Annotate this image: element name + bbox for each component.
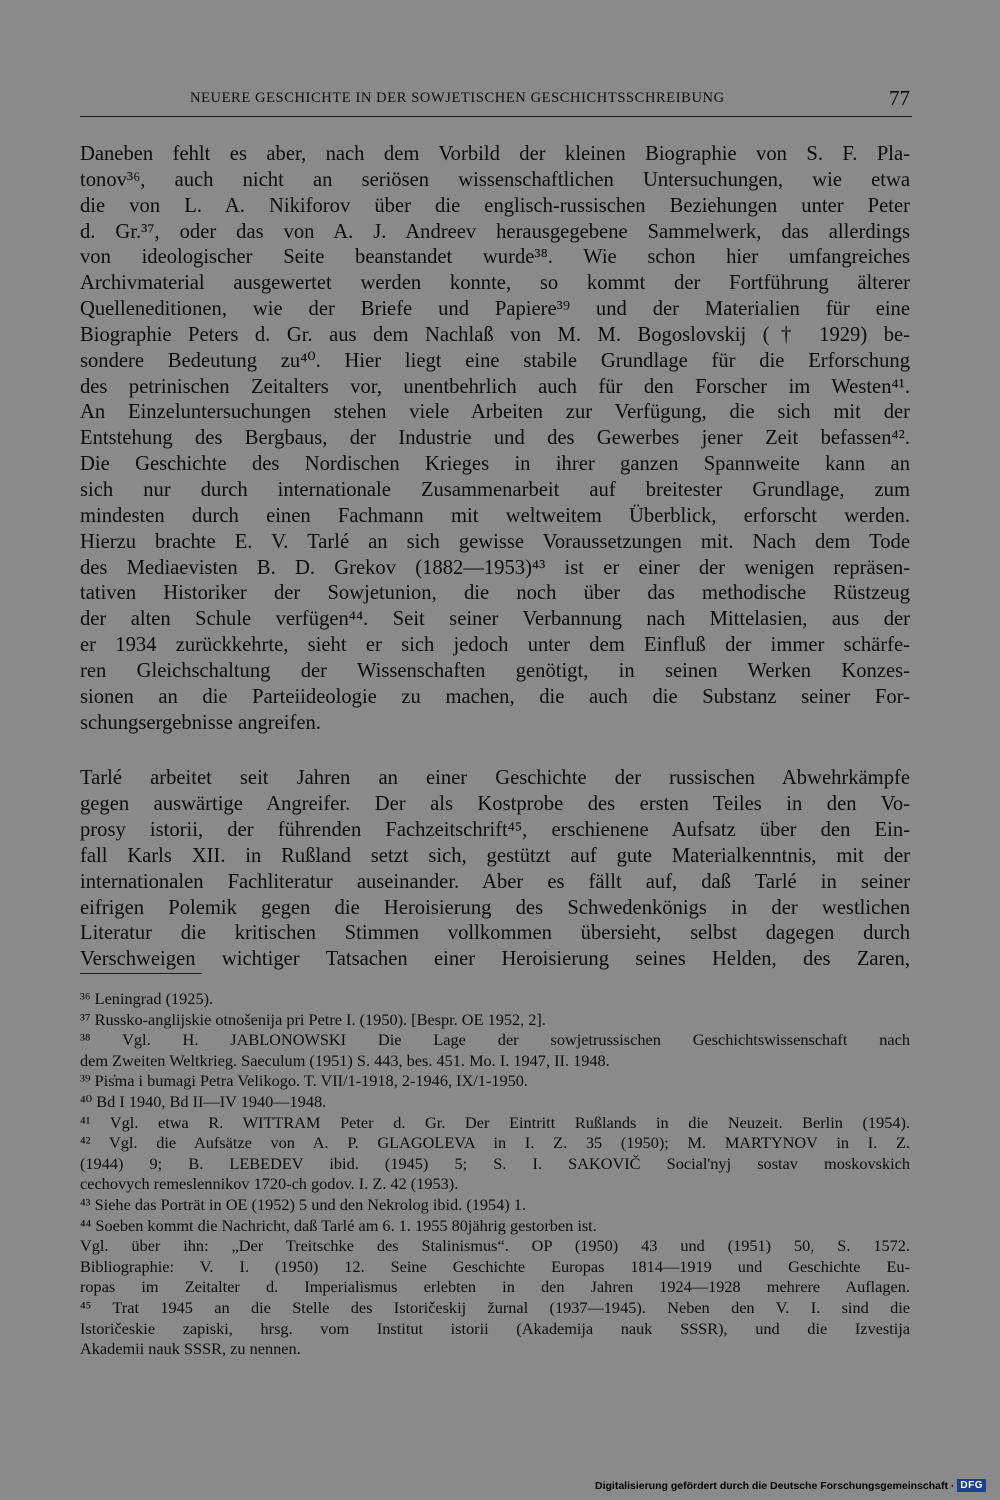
footnote-line: ³⁷ Russko-anglijskie otnošenija pri Petre I. (1950). [Bespr. OE 1952, 2]. [80,1009,546,1029]
text-line: sich nur durch internationale Zusammenarbeit auf breitester Grundlage, zum [80,478,910,501]
footnote-line: ⁴⁰ Bd I 1940, Bd II—IV 1940—1948. [80,1091,327,1111]
text-line: sionen an die Parteiideologie zu machen, die auch die Substanz seiner For- [80,685,910,708]
text-line: sondere Bedeutung zu⁴⁰. Hier liegt eine stabile Grundlage für die Erforschung [80,349,910,372]
footnote-line: ⁴⁴ Soeben kommt die Nachricht, daß Tarlé am 6. 1. 1955 80jährig gestorben ist. [80,1215,597,1235]
text-line: internationalen Fachliteratur auseinander. Aber es fällt auf, daß Tarlé in seiner [80,870,910,893]
footnote-line: Akademii nauk SSSR, zu nennen. [80,1339,301,1359]
text-line: der alten Schule verfügen⁴⁴. Seit seiner Verbannung nach Mittelasien, aus der [80,608,910,631]
dfg-logo: DFG [957,1479,986,1492]
text-line: er 1934 zurückkehrte, sieht er sich jedoch unter dem Einfluß der immer schärfe- [80,634,910,657]
footnote-line: ⁴² Vgl. die Aufsätze von A. P. GLAGOLEVA in I. Z. 35 (1950); M. MARTYNOV in I. Z. [80,1133,910,1153]
footnote-line: ³⁶ Leningrad (1925). [80,989,214,1008]
text-line: des Mediaevisten B. D. Grekov (1882—1953)⁴³ ist er einer der wenigen repräsen- [80,556,910,579]
text-line: ren Gleichschaltung der Wissenschaften genötigt, in seinen Werken Konzes- [80,659,910,682]
digitization-notice [595,1479,986,1492]
footnote-separator [80,973,202,974]
notice-text: Digitalisierung gefördert durch die Deutsche Forschungsgemeinschaft · [595,1479,955,1492]
paragraph [80,766,910,973]
text-line: eifrigen Polemik gegen die Heroisierung des Schwedenkönigs in der westlichen [80,896,910,919]
footnote-line: Istoričeskie zapiski, hrsg. vom Institut istorii (Akademija nauk SSSR), und die Izvestija [80,1318,910,1338]
running-title: NEUERE GESCHICHTE IN DER SOWJETISCHEN GESCHICHTSSCHREIBUNG [190,90,725,106]
running-header [80,86,912,117]
footnotes [80,989,910,1360]
text-line: mindesten durch einen Fachmann mit weltweitem Überblick, erforscht werden. [80,504,910,527]
text-line: Verschweigen wichtiger Tatsachen einer Heroisierung seines Helden, des Zaren, [80,948,910,971]
footnote-line: ³⁹ Pis̓ma i bumagi Petra Velikogo. T. VII/1-1918, 2-1946, IX/1-1950. [80,1071,529,1091]
footnote-line: ⁴³ Siehe das Porträt in OE (1952) 5 und den Nekrolog ibid. (1954) 1. [80,1194,527,1214]
text-line: des petrinischen Zeitalters vor, unentbehrlich auch für den Forscher im Westen⁴¹. [80,375,910,398]
page-number: 77 [889,86,910,110]
text-line: Entstehung des Bergbaus, der Industrie und des Gewerbes jener Zeit befassen⁴². [80,427,910,450]
text-line: Biographie Peters d. Gr. aus dem Nachlaß von M. M. Bogoslovskij († 1929) be- [80,323,910,346]
footnote-line: (1944) 9; B. LEBEDEV ibid. (1945) 5; S. I. SAKOVIČ Social'nyj sostav moskovskich [80,1153,910,1173]
footnote-line: ⁴⁵ Trat 1945 an die Stelle des Istoričeskij žurnal (1937—1945). Neben den V. I. sind die [80,1297,910,1317]
text-line: Die Geschichte des Nordischen Krieges in ihrer ganzen Spannweite kann an [80,453,910,476]
text-line: tonov³⁶, auch nicht an seriösen wissenschaftlichen Untersuchungen, wie etwa [80,168,910,191]
text-line: schungsergebnisse angreifen. [80,711,321,734]
text-line: Archivmaterial ausgewertet werden konnte, so kommt der Fortführung älterer [80,272,910,295]
footnote-line: ⁴¹ Vgl. etwa R. WITTRAM Peter d. Gr. Der Eintritt Rußlands in die Neuzeit. Berlin (1954). [80,1112,910,1132]
paragraph [80,142,910,736]
text-line: Hierzu brachte E. V. Tarlé an sich gewisse Voraussetzungen mit. Nach dem Tode [80,530,910,553]
footnote-line: cechovych remeslennikov 1720-ch godov. I. Z. 42 (1953). [80,1174,459,1194]
footnote-line: ropas im Zeitalter d. Imperialismus erlebten in den Jahren 1924—1928 mehrere Auflagen. [80,1277,910,1297]
text-line: gegen auswärtige Angreifer. Der als Kostprobe des ersten Teiles in den Vo- [80,793,910,816]
footnote-line: Bibliographie: V. I. (1950) 12. Seine Geschichte Europas 1814—1919 und Geschichte Eu- [80,1256,910,1276]
text-line: Quelleneditionen, wie der Briefe und Papiere³⁹ und der Materialien für eine [80,298,910,321]
text-line: Daneben fehlt es aber, nach dem Vorbild der kleinen Biographie von S. F. Pla- [80,143,910,165]
text-line: Tarlé arbeitet seit Jahren an einer Geschichte der russischen Abwehrkämpfe [80,767,910,790]
text-line: tativen Historiker der Sowjetunion, die noch über das methodische Rüstzeug [80,582,910,605]
text-line: An Einzeluntersuchungen stehen viele Arbeiten zur Verfügung, die sich mit der [80,401,910,424]
paragraph-gap [80,736,910,766]
text-line: d. Gr.³⁷, oder das von A. J. Andreev herausgegebene Sammelwerk, das allerdings [80,220,910,243]
body-text [80,142,910,973]
footnote-line: Vgl. über ihn: „Der Treitschke des Stalinismus“. OP (1950) 43 und (1951) 50, S. 1572. [80,1236,910,1256]
text-line: fall Karls XII. in Rußland setzt sich, gestützt auf gute Materialkenntnis, mit der [80,844,910,867]
text-line: die von L. A. Nikiforov über die englisch-russischen Beziehungen unter Peter [80,194,910,217]
text-line: von ideologischer Seite beanstandet wurde³⁸. Wie schon hier umfangreiches [80,246,910,269]
text-line: Literatur die kritischen Stimmen vollkommen übersieht, selbst dagegen durch [80,922,910,945]
footnote-line: ³⁸ Vgl. H. JABLONOWSKI Die Lage der sowjetrussischen Geschichtswissenschaft nach [80,1030,910,1050]
footnote-line: dem Zweiten Weltkrieg. Saeculum (1951) S. 443, bes. 451. Mo. I. 1947, II. 1948. [80,1050,610,1070]
text-line: prosy istorii, der führenden Fachzeitschrift⁴⁵, erschienene Aufsatz über den Ein- [80,819,910,842]
